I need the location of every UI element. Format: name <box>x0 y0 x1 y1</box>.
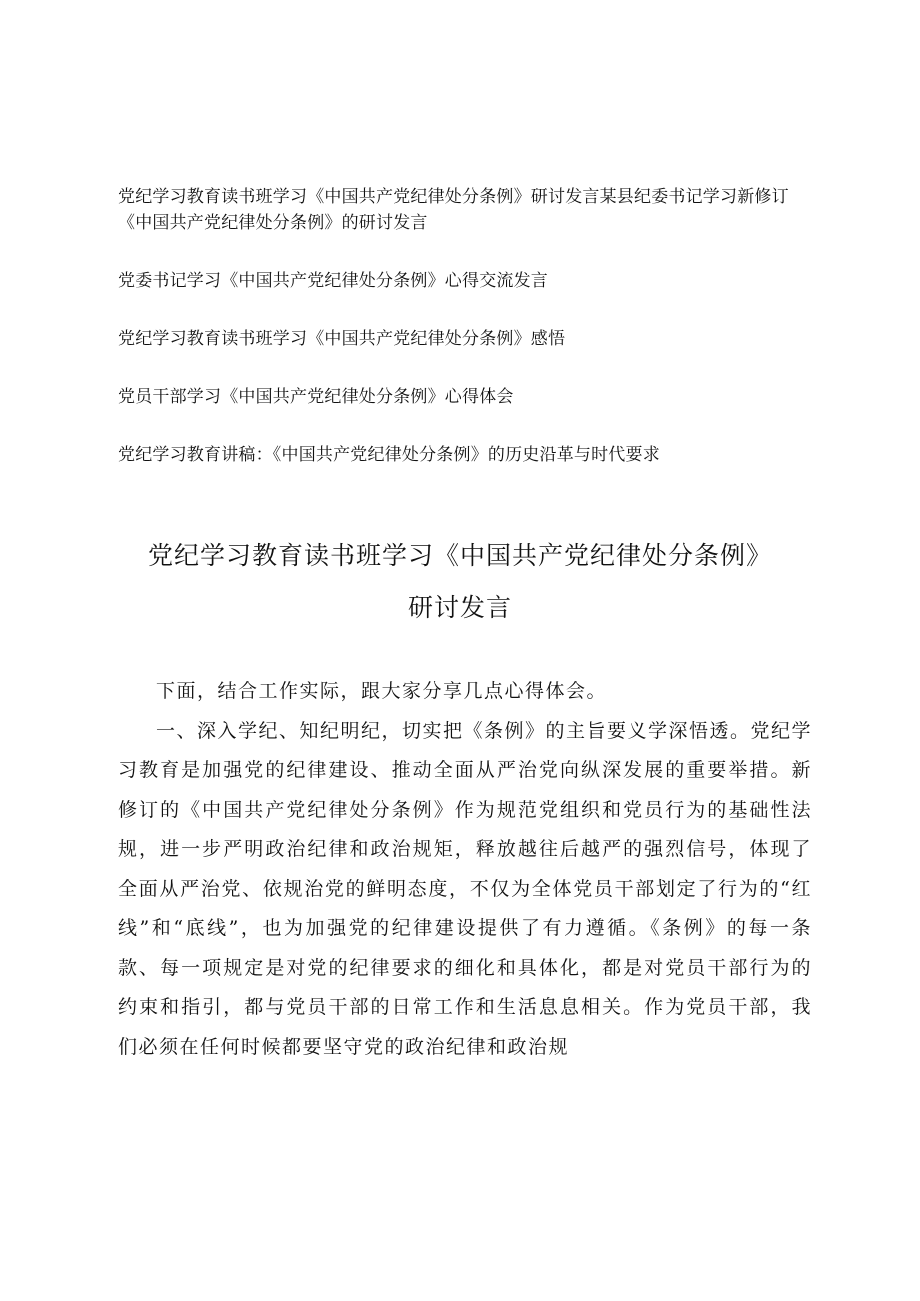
toc-item: 党纪学习教育讲稿：《中国共产党纪律处分条例》的历史沿革与时代要求 <box>118 445 660 465</box>
document-body <box>118 672 812 1067</box>
section-1-paragraph: 一、深入学纪、知纪明纪，切实把《条例》的主旨要义学深悟透。党纪学习教育是加强党的纪律建设、推动全面从严治党向纵深发展的重要举措。新修订的《中国共产党纪律处分条例》作为规范党组织和党员行为的基础性法规，进一步严明政治纪律和政治规矩，释放越往后越严的强烈信号，体现了全面从严治党、依规治党的鲜明态度，不仅为全体党员干部划定了行为的“红线”和“底线”，也为加强党的纪律建设提供了有力遵循。《条例》的每一条款、每一项规定是对党的纪律要求的细化和具体化，都是对党员干部行为的约束和指引，都与党员干部的日常工作和生活息息相关。作为党员干部，我们必须在任何时候都要坚守党的政治纪律和政治规 <box>118 719 813 1058</box>
title-line-1: 党纪学习教育读书班学习《中国共产党纪律处分条例》 <box>147 541 772 570</box>
table-of-contents <box>118 184 818 468</box>
document-title <box>60 530 860 634</box>
title-line-2: 研讨发言 <box>407 593 512 622</box>
toc-item: 党纪学习教育读书班学习《中国共产党纪律处分条例》感悟 <box>118 329 566 349</box>
toc-item: 党员干部学习《中国共产党纪律处分条例》心得体会 <box>118 387 514 407</box>
toc-item: 党纪学习教育读书班学习《中国共产党纪律处分条例》研讨发言某县纪委书记学习新修订《中国共产党纪律处分条例》的研讨发言 <box>118 187 789 233</box>
intro-paragraph: 下面，结合工作实际，跟大家分享几点心得体会。 <box>156 680 608 702</box>
toc-item: 党委书记学习《中国共产党纪律处分条例》心得交流发言 <box>118 271 548 291</box>
